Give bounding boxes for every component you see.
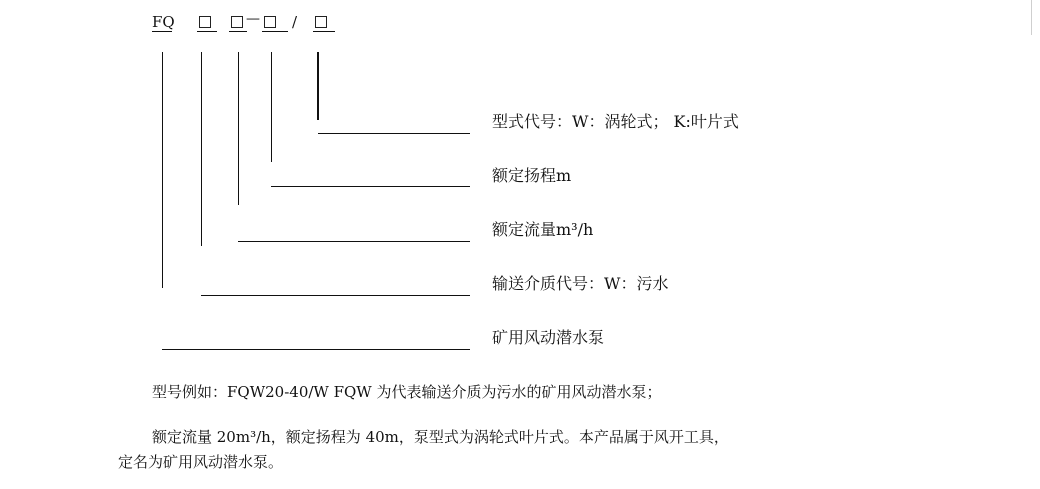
medium-code-label: 输送介质代号：W：污水 [492, 274, 669, 293]
medium-vertical-line [201, 52, 202, 246]
rated-flow-label: 额定流量m³/h [492, 220, 594, 239]
type-code-label: 型式代号：W：涡轮式； K:叶片式 [492, 112, 739, 131]
product-vertical-line [162, 52, 163, 288]
flow-slot [229, 13, 247, 32]
model-prefix: FQ [152, 13, 175, 31]
rated-head-label: 额定扬程m [492, 166, 572, 185]
head-vertical-line [271, 52, 272, 162]
flow-box [231, 16, 243, 28]
type-code-slot [313, 13, 335, 32]
medium-code-slot [197, 13, 217, 32]
medium-code-box [199, 16, 211, 28]
product-name-label: 矿用风动潜水泵 [492, 328, 605, 347]
medium-leader-line [201, 295, 470, 296]
model-dash: — [246, 11, 260, 27]
description-line-1: 额定流量 20m³/h，额定扬程为 40m，泵型式为涡轮式叶片式。本产品属于风开工具， [152, 428, 729, 446]
description-line-2: 定名为矿用风动潜水泵。 [118, 453, 284, 471]
model-slash: / [292, 13, 298, 31]
type-leader-line [318, 133, 470, 134]
flow-leader-line [238, 241, 470, 242]
head-box [264, 16, 276, 28]
example-paragraph: 型号例如：FQW20-40/W FQW 为代表输送介质为污水的矿用风动潜水泵； [152, 383, 662, 401]
head-leader-line [271, 186, 470, 187]
type-vertical-line [317, 52, 319, 120]
product-leader-line [162, 349, 470, 350]
flow-vertical-line [238, 52, 239, 205]
head-slot [262, 13, 288, 32]
type-code-box [315, 16, 327, 28]
page-edge-marker [1031, 0, 1040, 35]
